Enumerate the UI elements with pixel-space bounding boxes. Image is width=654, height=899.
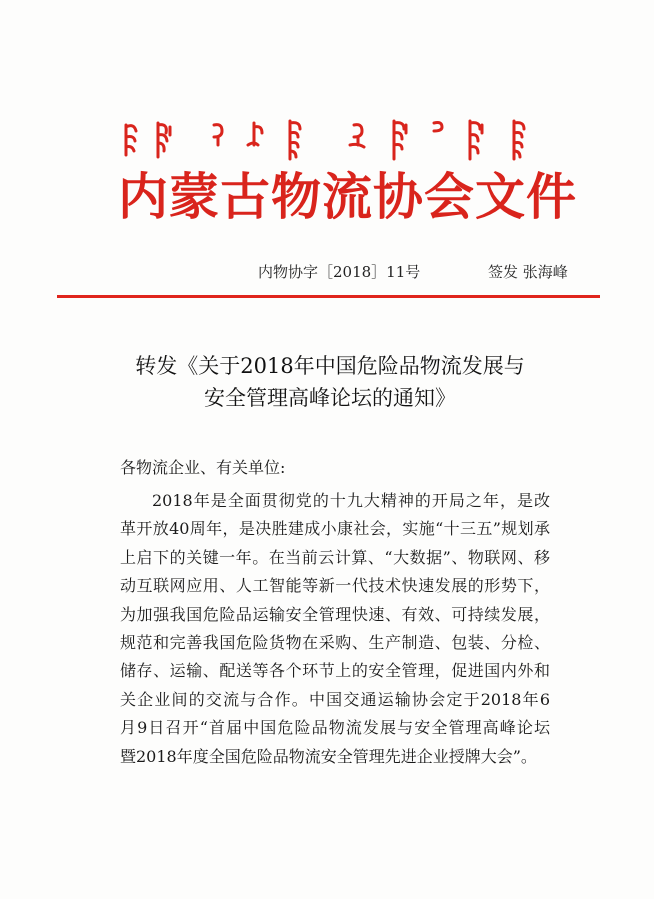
body-line: 关企业间的交流与合作。中国交通运输协会定于2018年6: [120, 689, 550, 709]
body-line: 储存、运输、配送等各个环节上的安全管理，促进国内外和: [120, 661, 550, 681]
salutation: 各物流企业、有关单位:: [120, 458, 286, 477]
signer: 签发 张海峰: [488, 263, 568, 281]
mongolian-script-header: [118, 115, 538, 163]
red-divider: [57, 295, 600, 298]
body-line: 为加强我国危险品运输安全管理快速、有效、可持续发展，: [120, 604, 550, 624]
document-title-line-2: 安全管理高峰论坛的通知》: [204, 386, 456, 410]
masthead-title: 内蒙古物流协会文件: [118, 168, 577, 226]
body-line: 革开放40周年，是决胜建成小康社会，实施“十三五”规划承: [120, 519, 550, 539]
body-paragraph: [120, 487, 550, 771]
body-line: 2018年是全面贯彻党的十九大精神的开局之年，是改: [152, 491, 550, 510]
body-line: 动互联网应用、人工智能等新一代技术快速发展的形势下，: [120, 576, 550, 596]
document-title: [60, 350, 600, 414]
document-title-line-1: 转发《关于2018年中国危险品物流发展与: [135, 354, 525, 378]
body-line: 月9日召开“首届中国危险品物流发展与安全管理高峰论坛: [120, 718, 550, 738]
body-line: 暨2018年度全国危险品物流安全管理先进企业授牌大会”。: [120, 746, 537, 766]
mongolian-script-graphic: [118, 115, 538, 163]
document-number: 内物协字［2018］11号: [258, 263, 421, 281]
body-line: 上启下的关键一年。在当前云计算、“大数据”、物联网、移: [120, 547, 550, 567]
body-line: 规范和完善我国危险货物在采购、生产制造、包装、分检、: [120, 633, 550, 653]
